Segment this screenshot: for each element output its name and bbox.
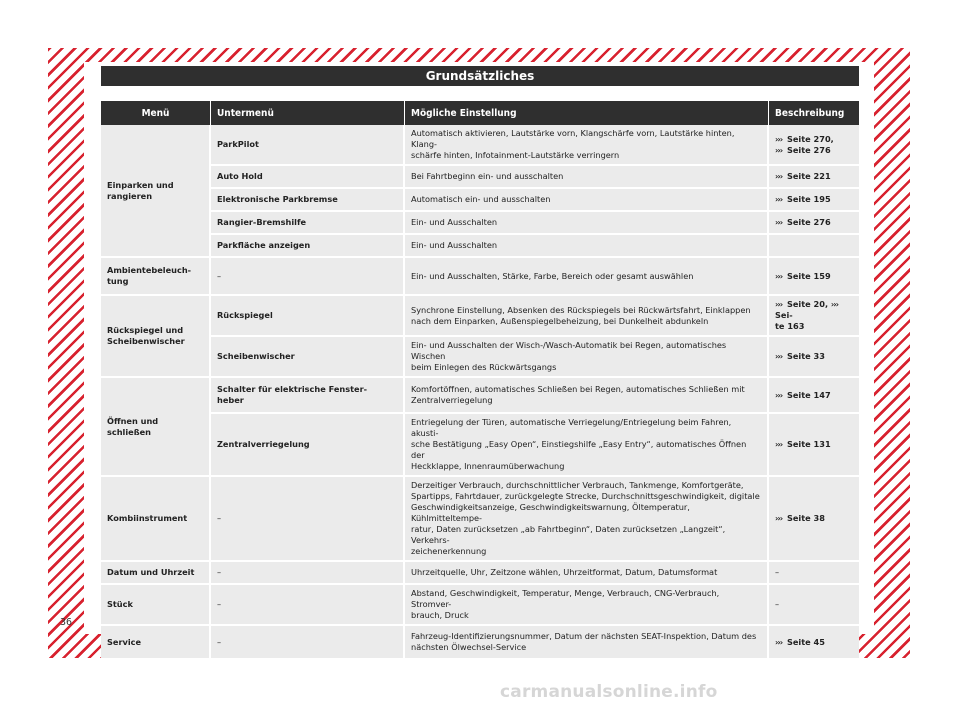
setting-cell: Uhrzeitquelle, Uhr, Zeitzone wählen, Uhrzeitformat, Datum, Datumsformat xyxy=(405,562,769,585)
submenu-cell: Auto Hold xyxy=(211,166,405,189)
submenu-cell: Parkfläche anzeigen xyxy=(211,235,405,258)
page-reference-link[interactable]: Seite 147 xyxy=(786,389,831,400)
reference-cell xyxy=(769,258,859,296)
reference-cell xyxy=(769,189,859,212)
reference-cell xyxy=(769,212,859,235)
reference-cell: – xyxy=(769,585,859,626)
submenu-cell: Elektronische Parkbremse xyxy=(211,189,405,212)
page-reference-link[interactable]: Seite 159 xyxy=(786,270,831,281)
reference-cell xyxy=(769,235,859,258)
reference-cell xyxy=(769,378,859,414)
page-reference-link[interactable]: Seite 195 xyxy=(786,194,831,204)
arrow-icon: ››› xyxy=(775,513,783,523)
page-reference-link[interactable]: Seite 270, xyxy=(786,133,834,144)
page-reference-link[interactable]: Seite 38 xyxy=(786,513,825,523)
reference-cell xyxy=(769,477,859,562)
menu-cell: Ambientebeleuch- tung xyxy=(101,258,211,296)
page-reference-link[interactable]: Seite 276 xyxy=(786,144,831,155)
setting-cell: Automatisch aktivieren, Lautstärke vorn, Klangschärfe vorn, Lautstärke hinten, Klang- schärfe hinten, Infotainment-Lautstärke verringern xyxy=(405,125,769,166)
arrow-icon: ››› xyxy=(775,636,783,647)
submenu-cell: – xyxy=(211,562,405,585)
table-row xyxy=(101,166,859,189)
submenu-cell: Scheibenwischer xyxy=(211,337,405,378)
setting-cell: Ein- und Ausschalten xyxy=(405,212,769,235)
table-row xyxy=(101,414,859,477)
arrow-icon: ››› xyxy=(775,439,783,449)
header-setting: Mögliche Einstellung xyxy=(405,101,769,125)
arrow-icon: ››› xyxy=(775,217,783,227)
setting-cell: Synchrone Einstellung, Absenken des Rückspiegels bei Rückwärtsfahrt, Einklappen nach dem Einparken, Außenspiegelbeheizung, bei Dunkelheit abdunkeln xyxy=(405,296,769,337)
setting-cell: Entriegelung der Türen, automatische Verriegelung/Entriegelung beim Fahren, akusti- sche Bestätigung „Easy Open“, Einstiegshilfe „Easy Entry“, automatisches Öffnen der Heckklappe, Innenraumüberwachung xyxy=(405,414,769,477)
setting-cell: Ein- und Ausschalten, Stärke, Farbe, Bereich oder gesamt auswählen xyxy=(405,258,769,296)
table-row xyxy=(101,378,859,414)
setting-cell: Komfortöffnen, automatisches Schließen bei Regen, automatisches Schließen mit Zentralverriegelung xyxy=(405,378,769,414)
page-number: 36 xyxy=(60,617,73,628)
table-row xyxy=(101,235,859,258)
reference-cell xyxy=(769,125,859,166)
arrow-icon: ››› xyxy=(775,389,783,400)
table-header-row xyxy=(101,101,859,125)
reference-cell xyxy=(769,337,859,378)
header-submenu: Untermenü xyxy=(211,101,405,125)
submenu-cell: – xyxy=(211,585,405,626)
page-reference-link[interactable]: Seite 276 xyxy=(786,217,831,227)
arrow-icon: ››› xyxy=(775,270,783,281)
setting-cell: Ein- und Ausschalten xyxy=(405,235,769,258)
arrow-icon: ››› xyxy=(775,194,783,204)
submenu-cell: Rückspiegel xyxy=(211,296,405,337)
reference-cell xyxy=(769,296,859,337)
arrow-icon: ››› xyxy=(830,299,839,309)
header-description: Beschreibung xyxy=(769,101,859,125)
table-row xyxy=(101,562,859,585)
submenu-cell: ParkPilot xyxy=(211,125,405,166)
table-row xyxy=(101,477,859,562)
watermark: carmanualsonline.info xyxy=(500,682,718,702)
reference-cell xyxy=(769,166,859,189)
page-reference-link[interactable]: Seite 33 xyxy=(786,351,825,361)
table-row xyxy=(101,125,859,166)
table-row xyxy=(101,212,859,235)
submenu-cell: – xyxy=(211,626,405,660)
table-row xyxy=(101,258,859,296)
table-row xyxy=(101,189,859,212)
setting-cell: Abstand, Geschwindigkeit, Temperatur, Menge, Verbrauch, CNG-Verbrauch, Stromver- brauch, Druck xyxy=(405,585,769,626)
page-reference-link[interactable]: Seite 20, xyxy=(786,299,829,309)
arrow-icon: ››› xyxy=(775,171,783,181)
menu-cell: Öffnen und schließen xyxy=(101,378,211,477)
table-row xyxy=(101,337,859,378)
submenu-cell: – xyxy=(211,258,405,296)
menu-cell: Datum und Uhrzeit xyxy=(101,562,211,585)
arrow-icon: ››› xyxy=(775,351,783,361)
submenu-cell: Schalter für elektrische Fenster- heber xyxy=(211,378,405,414)
setting-cell: Automatisch ein- und ausschalten xyxy=(405,189,769,212)
header-menu: Menü xyxy=(101,101,211,125)
setting-cell: Derzeitiger Verbrauch, durchschnittlicher Verbrauch, Tankmenge, Komfortgeräte, Spartipps, Fahrtdauer, zurückgelegte Strecke, Durchschnittsgeschwindigkeit, digitale Geschwindigkeitsanzeige, Geschwindigkeitswarnung, Öltemperatur, Kühlmitteltempe- ratur, Daten zurücksetzen „ab Fahrtbeginn“, Daten zurücksetzen „Langzeit“, Verkehrs- zeichenerkennung xyxy=(405,477,769,562)
menu-cell: Einparken und rangieren xyxy=(101,125,211,258)
setting-cell: Ein- und Ausschalten der Wisch-/Wasch-Automatik bei Regen, automatisches Wischen beim Einlegen des Rückwärtsgangs xyxy=(405,337,769,378)
setting-cell: Fahrzeug-Identifizierungsnummer, Datum der nächsten SEAT-Inspektion, Datum des nächsten Ölwechsel-Service xyxy=(405,626,769,660)
reference-cell: – xyxy=(769,562,859,585)
arrow-icon: ››› xyxy=(775,144,783,155)
submenu-cell: Rangier-Bremshilfe xyxy=(211,212,405,235)
reference-cell xyxy=(769,626,859,660)
table-row xyxy=(101,296,859,337)
submenu-cell: – xyxy=(211,477,405,562)
settings-table xyxy=(101,101,859,660)
menu-cell: Stück xyxy=(101,585,211,626)
page-reference-link[interactable]: Seite 131 xyxy=(786,439,831,449)
reference-cell xyxy=(769,414,859,477)
submenu-cell: Zentralverriegelung xyxy=(211,414,405,477)
arrow-icon: ››› xyxy=(775,299,783,309)
page-reference-link[interactable]: Sei- te 163 xyxy=(775,310,805,331)
arrow-icon: ››› xyxy=(775,133,783,144)
section-title: Grundsätzliches xyxy=(101,66,859,86)
table-row xyxy=(101,585,859,626)
setting-cell: Bei Fahrtbeginn ein- und ausschalten xyxy=(405,166,769,189)
menu-cell: Rückspiegel und Scheibenwischer xyxy=(101,296,211,378)
page-reference-link[interactable]: Seite 221 xyxy=(786,171,831,181)
menu-cell: Kombiinstrument xyxy=(101,477,211,562)
menu-cell: Service xyxy=(101,626,211,660)
page-reference-link[interactable]: Seite 45 xyxy=(786,636,825,647)
table-row xyxy=(101,626,859,660)
